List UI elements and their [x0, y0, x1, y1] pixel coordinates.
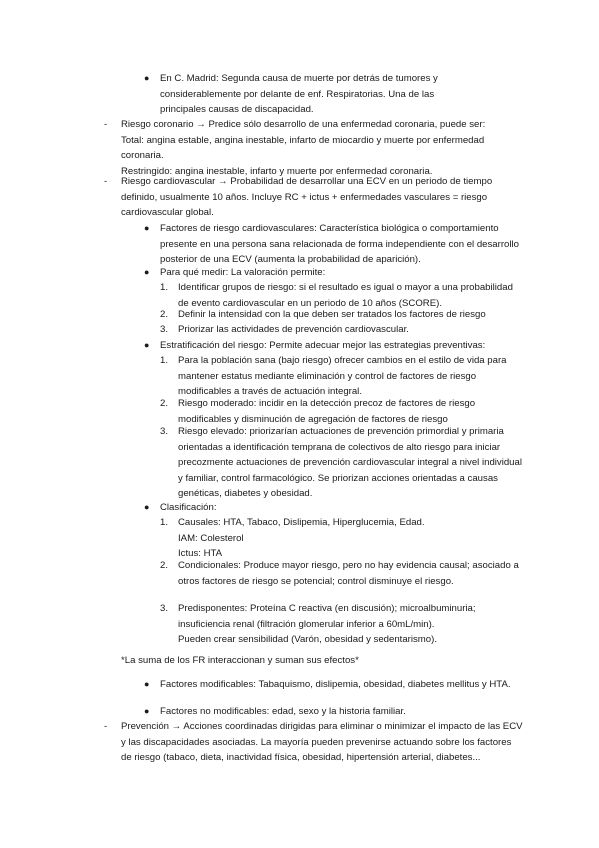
list-number: 1. [160, 355, 169, 366]
no-modificables-text: Factores no modificables: edad, sexo y la historia familiar. [160, 706, 406, 717]
prevencion-text: Prevención → Acciones coordinadas dirigidas para eliminar o minimizar el impacto de las ECV y las discapacidades asociadas. La mayoría pueden prevenirse actuando sobre los factores de riesgo (tabaco, dieta, inactividad física, obesidad, hipertensión arterial, diabetes... [121, 721, 523, 764]
clasificacion-condicionales: Condicionales: Produce mayor riesgo, pero no hay evidencia causal; asociado a otros factores de riesgo se potencial; control disminuye el riesgo. [178, 560, 519, 587]
no-modificables-paragraph [160, 704, 522, 720]
prevencion-section [121, 719, 523, 766]
clasificacion-iam: IAM: Colesterol [178, 532, 244, 544]
dash-marker: - [104, 721, 108, 732]
list-number: 3. [160, 324, 169, 335]
riesgo-coronario-definition: Riesgo coronario → Predice sólo desarrollo de una enfermedad coronaria, puede ser: [121, 119, 486, 130]
riesgo-coronario-restringido: Restringido: angina inestable, infarto y muerte por enfermedad coronaria. [121, 165, 433, 177]
estratificacion-item [178, 396, 522, 427]
madrid-text: En C. Madrid: Segunda causa de muerte por detrás de tumores y considerablemente por delante de enf. Respiratorias. Una de las principales causas de discapacidad. [160, 73, 438, 116]
clasificacion-causales: Causales: HTA, Tabaco, Dislipemia, Hiperglucemia, Edad. [178, 517, 425, 528]
estratificacion-item-text: Riesgo moderado: incidir en la detección precoz de factores de riesgo modificables y disminución de agregación de factores de riesgo [178, 398, 476, 425]
bullet-marker: ● [144, 340, 150, 350]
list-number: 1. [160, 282, 169, 293]
modificables-text: Factores modificables: Tabaquismo, dislipemia, obesidad, diabetes mellitus y HTA. [160, 679, 511, 690]
list-number: 2. [160, 398, 169, 409]
para-que-item-text: Identificar grupos de riesgo: si el resultado es igual o mayor a una probabilidad de evento cardiovascular en un periodo de 10 años (SCORE). [178, 282, 513, 309]
list-number: 2. [160, 309, 169, 320]
factores-text: Factores de riesgo cardiovasculares: Característica biológica o comportamiento presente en una persona sana relacionada de forma independiente con el desarrollo posterior de una ECV (aumenta la probabilidad de aparición). [160, 223, 519, 266]
clasificacion-text: Clasificación: [160, 502, 217, 513]
riesgo-cardiovascular-text: Riesgo cardiovascular → Probabilidad de desarrollar una ECV en un periodo de tiempo definido, usualmente 10 años. Incluye RC + ictus + enfermedades vasculares = riesgo cardiovascular global. [121, 176, 493, 219]
riesgo-cardiovascular-section [121, 174, 523, 221]
clasificacion-ictus: Ictus: HTA [178, 548, 223, 560]
para-que-item-text: Definir la intensidad con la que deben ser tratados los factores de riesgo [178, 309, 486, 320]
suma-note [121, 653, 523, 669]
riesgo-coronario-section [121, 117, 523, 179]
clasificacion-predisponentes: Predisponentes: Proteína C reactiva (en discusión); microalbuminuria; insuficiencia renal (filtración glomerular inferior a 60mL/min). [178, 603, 476, 630]
list-number: 3. [160, 426, 169, 437]
clasificacion-item [178, 558, 522, 589]
para-que-medir-heading [160, 265, 522, 281]
bullet-marker: ● [144, 267, 150, 277]
estratificacion-item-text: Riesgo elevado: priorizarían actuaciones de prevención primordial y primaria orientadas a identificación temprana de colectivos de alto riesgo para iniciar precozmente actuaciones de prevención cardiovascular integral a nivel individual y familiar, control farmacológico. Se priorizan acciones orientadas a causas genéticas, diabetes y obesidad. [178, 426, 522, 500]
bullet-marker: ● [144, 706, 150, 716]
dash-marker: - [104, 119, 108, 130]
clasificacion-item [178, 601, 522, 648]
bullet-marker: ● [144, 73, 150, 83]
modificables-paragraph [160, 677, 522, 693]
bullet-marker: ● [144, 679, 150, 689]
estratificacion-item-text: Para la población sana (bajo riesgo) ofrecer cambios en el estilo de vida para mantener estatus mediante eliminación y control de factores de riesgo modificables a través de actuación integral. [178, 355, 507, 398]
riesgo-coronario-total: Total: angina estable, angina inestable, infarto de miocardio y muerte por enfermedad coronaria. [121, 134, 485, 162]
list-number: 1. [160, 517, 169, 528]
clasificacion-heading [160, 500, 522, 516]
madrid-paragraph [160, 71, 460, 118]
estratificacion-item [178, 353, 522, 400]
para-que-medir-text: Para qué medir: La valoración permite: [160, 267, 326, 278]
estratificacion-item [178, 424, 522, 502]
clasificacion-sensibilidad: Pueden crear sensibilidad (Varón, obesidad y sedentarismo). [178, 634, 437, 646]
para-que-item [178, 307, 522, 323]
bullet-marker: ● [144, 223, 150, 233]
list-number: 3. [160, 603, 169, 614]
clasificacion-item [178, 515, 522, 562]
para-que-item [178, 322, 522, 338]
dash-marker: - [104, 176, 108, 187]
para-que-item-text: Priorizar las actividades de prevención cardiovascular. [178, 324, 409, 335]
suma-note-text: *La suma de los FR interaccionan y suman sus efectos* [121, 655, 359, 666]
bullet-marker: ● [144, 502, 150, 512]
list-number: 2. [160, 560, 169, 571]
factores-paragraph [160, 221, 522, 268]
estratificacion-text: Estratificación del riesgo: Permite adecuar mejor las estrategias preventivas: [160, 340, 486, 351]
estratificacion-heading [160, 338, 522, 354]
